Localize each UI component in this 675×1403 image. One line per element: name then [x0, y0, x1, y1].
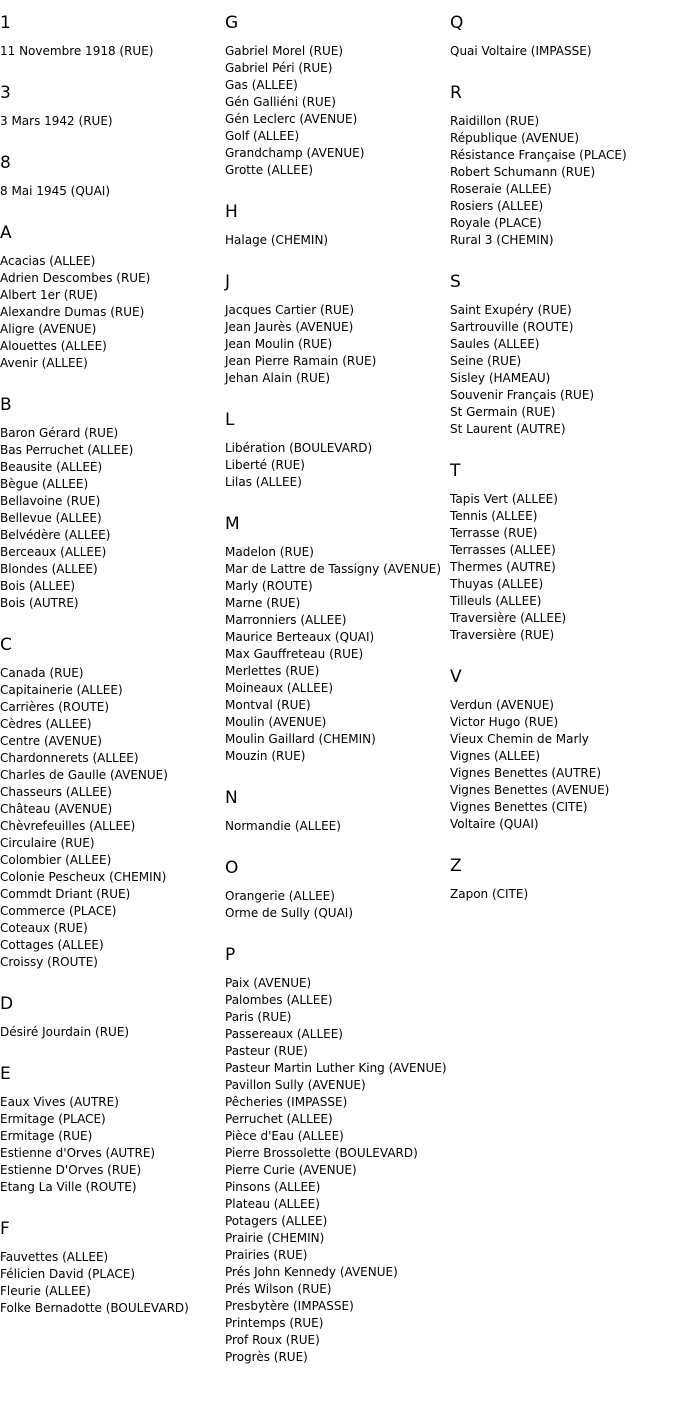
street-link[interactable]: Bois (AUTRE) — [0, 596, 79, 610]
street-link[interactable]: Pinsons (ALLEE) — [225, 1180, 321, 1194]
street-link[interactable]: Coteaux (RUE) — [0, 921, 88, 935]
street-link[interactable]: Fleurie (ALLEE) — [0, 1284, 91, 1298]
street-link[interactable]: Cottages (ALLEE) — [0, 938, 104, 952]
section-letter-heading: 3 — [0, 83, 11, 103]
letter-section — [450, 12, 675, 60]
section-letter-heading: F — [0, 1219, 10, 1239]
street-link[interactable]: Eaux Vives (AUTRE) — [0, 1095, 119, 1109]
street-link[interactable]: Estienne D'Orves (RUE) — [0, 1163, 142, 1177]
street-link[interactable]: Mar de Lattre de Tassigny (AVENUE) — [225, 562, 442, 576]
street-link[interactable]: 3 Mars 1942 (RUE) — [0, 114, 113, 128]
letter-section — [0, 222, 225, 372]
street-link[interactable]: Prairies (RUE) — [225, 1248, 308, 1262]
street-link[interactable]: Souvenir Français (RUE) — [450, 388, 595, 402]
street-link[interactable]: Marne (RUE) — [225, 596, 301, 610]
street-link[interactable]: Plateau (ALLEE) — [225, 1197, 320, 1211]
street-link[interactable]: Pasteur Martin Luther King (AVENUE) — [225, 1061, 447, 1075]
street-link[interactable]: Bellevue (ALLEE) — [0, 511, 102, 525]
street-link[interactable]: Perruchet (ALLEE) — [225, 1112, 333, 1126]
street-link[interactable]: Zapon (CITE) — [450, 887, 529, 901]
street-link[interactable]: Pasteur (RUE) — [225, 1044, 308, 1058]
street-list — [225, 440, 450, 491]
street-link[interactable]: Paris (RUE) — [225, 1010, 292, 1024]
street-link[interactable]: Progrès (RUE) — [225, 1350, 308, 1364]
letter-section — [225, 409, 450, 491]
letter-section — [0, 634, 225, 971]
street-link[interactable]: Gabriel Morel (RUE) — [225, 44, 344, 58]
section-letter-heading: E — [0, 1064, 11, 1084]
street-link[interactable]: Merlettes (RUE) — [225, 664, 320, 678]
section-letter-heading: P — [225, 945, 236, 965]
street-link[interactable]: Etang La Ville (ROUTE) — [0, 1180, 137, 1194]
street-list — [450, 302, 675, 438]
street-list — [225, 232, 450, 249]
street-link[interactable]: Colonie Pescheux (CHEMIN) — [0, 870, 167, 884]
street-list — [0, 113, 225, 130]
street-link[interactable]: Tennis (ALLEE) — [450, 509, 538, 523]
street-link[interactable]: Raidillon (RUE) — [450, 114, 540, 128]
letter-section — [225, 201, 450, 249]
street-link[interactable]: Prairie (CHEMIN) — [225, 1231, 325, 1245]
street-link[interactable]: Belvédère (ALLEE) — [0, 528, 111, 542]
section-letter-heading: Q — [450, 13, 464, 33]
letter-section — [450, 460, 675, 644]
section-letter-heading: S — [450, 272, 461, 292]
street-link[interactable]: Royale (PLACE) — [450, 216, 542, 230]
street-list — [225, 888, 450, 922]
street-link[interactable]: Bas Perruchet (ALLEE) — [0, 443, 134, 457]
street-link[interactable]: Commdt Driant (RUE) — [0, 887, 131, 901]
letter-section — [0, 1063, 225, 1196]
street-link[interactable]: Berceaux (ALLEE) — [0, 545, 107, 559]
street-list — [450, 43, 675, 60]
street-link[interactable]: Rural 3 (CHEMIN) — [450, 233, 554, 247]
street-link[interactable]: Chèvrefeuilles (ALLEE) — [0, 819, 136, 833]
street-link[interactable]: St Germain (RUE) — [450, 405, 556, 419]
street-link[interactable]: Albert 1er (RUE) — [0, 288, 98, 302]
street-link[interactable]: Robert Schumann (RUE) — [450, 165, 596, 179]
street-link[interactable]: Tapis Vert (ALLEE) — [450, 492, 558, 506]
street-link[interactable]: Traversière (RUE) — [450, 628, 555, 642]
street-link[interactable]: Normandie (ALLEE) — [225, 819, 341, 833]
street-link[interactable]: Jehan Alain (RUE) — [225, 371, 331, 385]
street-list — [225, 975, 450, 1366]
section-letter-heading: C — [0, 635, 12, 655]
street-link[interactable]: Vignes Benettes (AUTRE) — [450, 766, 602, 780]
street-link[interactable]: Libération (BOULEVARD) — [225, 441, 373, 455]
section-letter-heading: H — [225, 202, 238, 222]
street-link[interactable]: Madelon (RUE) — [225, 545, 314, 559]
index-column-2 — [225, 0, 450, 1366]
street-link[interactable]: Prof Roux (RUE) — [225, 1333, 320, 1347]
street-link[interactable]: Jacques Cartier (RUE) — [225, 303, 355, 317]
letter-section — [0, 1218, 225, 1317]
section-letter-heading: O — [225, 858, 239, 878]
street-link[interactable]: 8 Mai 1945 (QUAI) — [0, 184, 110, 198]
letter-section — [225, 857, 450, 922]
street-link[interactable]: Prés Wilson (RUE) — [225, 1282, 332, 1296]
street-link[interactable]: Presbytère (IMPASSE) — [225, 1299, 354, 1313]
street-list — [0, 183, 225, 200]
street-link[interactable]: Gabriel Péri (RUE) — [225, 61, 333, 75]
street-link[interactable]: Maurice Berteaux (QUAI) — [225, 630, 375, 644]
street-list — [450, 886, 675, 903]
street-link[interactable]: Carrières (ROUTE) — [0, 700, 110, 714]
street-link[interactable]: Rosiers (ALLEE) — [450, 199, 544, 213]
section-letter-heading: R — [450, 83, 462, 103]
street-list — [225, 818, 450, 835]
letter-section — [225, 513, 450, 765]
street-link[interactable]: Capitainerie (ALLEE) — [0, 683, 123, 697]
street-list — [0, 665, 225, 971]
street-link[interactable]: Grandchamp (AVENUE) — [225, 146, 365, 160]
street-link[interactable]: Beausite (ALLEE) — [0, 460, 103, 474]
street-link[interactable]: Mouzin (RUE) — [225, 749, 306, 763]
street-link[interactable]: Félicien David (PLACE) — [0, 1267, 136, 1281]
street-list — [225, 43, 450, 179]
section-letter-heading: N — [225, 788, 238, 808]
letter-section — [225, 271, 450, 387]
section-letter-heading: V — [450, 667, 462, 687]
street-link[interactable]: Folke Bernadotte (BOULEVARD) — [0, 1301, 189, 1315]
street-link[interactable]: Saules (ALLEE) — [450, 337, 540, 351]
letter-section — [225, 944, 450, 1366]
section-letter-heading: B — [0, 395, 12, 415]
street-link[interactable]: Vignes (ALLEE) — [450, 749, 541, 763]
street-link[interactable]: Gas (ALLEE) — [225, 78, 298, 92]
letter-section — [225, 12, 450, 179]
street-link[interactable]: Roseraie (ALLEE) — [450, 182, 552, 196]
section-letter-heading: 8 — [0, 153, 11, 173]
street-link[interactable]: Saint Exupéry (RUE) — [450, 303, 572, 317]
street-link[interactable]: Marly (ROUTE) — [225, 579, 313, 593]
street-link[interactable]: Liberté (RUE) — [225, 458, 305, 472]
street-link[interactable]: Victor Hugo (RUE) — [450, 715, 559, 729]
street-link[interactable]: Verdun (AVENUE) — [450, 698, 554, 712]
street-list — [0, 43, 225, 60]
street-link[interactable]: Passereaux (ALLEE) — [225, 1027, 343, 1041]
street-link[interactable]: Bègue (ALLEE) — [0, 477, 89, 491]
street-link[interactable]: Blondes (ALLEE) — [0, 562, 98, 576]
street-list — [225, 302, 450, 387]
street-list — [450, 491, 675, 644]
street-link[interactable]: Marronniers (ALLEE) — [225, 613, 347, 627]
street-link[interactable]: Pierre Brossolette (BOULEVARD) — [225, 1146, 418, 1160]
street-link[interactable]: Estienne d'Orves (AUTRE) — [0, 1146, 156, 1160]
street-link[interactable]: République (AVENUE) — [450, 131, 580, 145]
street-link[interactable]: Ermitage (PLACE) — [0, 1112, 106, 1126]
street-link[interactable]: Alexandre Dumas (RUE) — [0, 305, 145, 319]
street-list — [0, 1249, 225, 1317]
street-list — [450, 697, 675, 833]
street-link[interactable]: Golf (ALLEE) — [225, 129, 300, 143]
street-list — [0, 425, 225, 612]
street-link[interactable]: Jean Jaurès (AVENUE) — [225, 320, 354, 334]
street-list — [0, 1094, 225, 1196]
street-link[interactable]: Terrasse (RUE) — [450, 526, 538, 540]
street-link[interactable]: Avenir (ALLEE) — [0, 356, 88, 370]
letter-section — [0, 82, 225, 130]
letter-section — [450, 82, 675, 249]
section-letter-heading: M — [225, 514, 240, 534]
street-link[interactable]: Vieux Chemin de Marly — [450, 732, 589, 746]
street-link[interactable]: Charles de Gaulle (AVENUE) — [0, 768, 168, 782]
street-link[interactable]: Grotte (ALLEE) — [225, 163, 314, 177]
street-link[interactable]: Halage (CHEMIN) — [225, 233, 329, 247]
street-link[interactable]: Colombier (ALLEE) — [0, 853, 112, 867]
street-link[interactable]: Centre (AVENUE) — [0, 734, 102, 748]
street-link[interactable]: Chasseurs (ALLEE) — [0, 785, 112, 799]
letter-section — [0, 993, 225, 1041]
street-link[interactable]: Lilas (ALLEE) — [225, 475, 302, 489]
street-link[interactable]: Quai Voltaire (IMPASSE) — [450, 44, 592, 58]
street-link[interactable]: Circulaire (RUE) — [0, 836, 95, 850]
street-link[interactable]: St Laurent (AUTRE) — [450, 422, 566, 436]
street-link[interactable]: Moulin (AVENUE) — [225, 715, 327, 729]
street-link[interactable]: Gén Galliéni (RUE) — [225, 95, 336, 109]
letter-section — [450, 271, 675, 438]
street-link[interactable]: Terrasses (ALLEE) — [450, 543, 556, 557]
section-letter-heading: G — [225, 13, 239, 33]
street-link[interactable]: Voltaire (QUAI) — [450, 817, 539, 831]
section-letter-heading: 1 — [0, 13, 11, 33]
street-link[interactable]: Pêcheries (IMPASSE) — [225, 1095, 348, 1109]
street-link[interactable]: Traversière (ALLEE) — [450, 611, 567, 625]
street-list — [0, 253, 225, 372]
section-letter-heading: J — [225, 272, 231, 292]
street-link[interactable]: Pièce d'Eau (ALLEE) — [225, 1129, 344, 1143]
street-link[interactable]: Cèdres (ALLEE) — [0, 717, 92, 731]
index-column-3 — [450, 0, 675, 903]
street-link[interactable]: Printemps (RUE) — [225, 1316, 324, 1330]
street-link[interactable]: Bellavoine (RUE) — [0, 494, 101, 508]
street-link[interactable]: Pierre Curie (AVENUE) — [225, 1163, 357, 1177]
street-link[interactable]: Max Gauffreteau (RUE) — [225, 647, 364, 661]
street-link[interactable]: Orangerie (ALLEE) — [225, 889, 335, 903]
street-link[interactable]: Jean Pierre Ramain (RUE) — [225, 354, 377, 368]
street-link[interactable]: Sartrouville (ROUTE) — [450, 320, 574, 334]
street-link[interactable]: 11 Novembre 1918 (RUE) — [0, 44, 154, 58]
street-link[interactable]: Pavillon Sully (AVENUE) — [225, 1078, 366, 1092]
street-link[interactable]: Gén Leclerc (AVENUE) — [225, 112, 358, 126]
street-list — [225, 544, 450, 765]
street-link[interactable]: Jean Moulin (RUE) — [225, 337, 333, 351]
letter-section — [0, 394, 225, 612]
section-letter-heading: A — [0, 223, 12, 243]
street-link[interactable]: Seine (RUE) — [450, 354, 522, 368]
section-letter-heading: T — [450, 461, 461, 481]
street-link[interactable]: Tilleuls (ALLEE) — [450, 594, 542, 608]
section-letter-heading: D — [0, 994, 14, 1014]
letter-section — [450, 666, 675, 833]
street-link[interactable]: Prés John Kennedy (AVENUE) — [225, 1265, 398, 1279]
street-link[interactable]: Château (AVENUE) — [0, 802, 113, 816]
street-link[interactable]: Désiré Jourdain (RUE) — [0, 1025, 130, 1039]
index-column-1 — [0, 0, 225, 1317]
street-link[interactable]: Palombes (ALLEE) — [225, 993, 333, 1007]
street-link[interactable]: Moulin Gaillard (CHEMIN) — [225, 732, 376, 746]
street-link[interactable]: Vignes Benettes (CITE) — [450, 800, 588, 814]
section-letter-heading: L — [225, 410, 235, 430]
street-link[interactable]: Acacias (ALLEE) — [0, 254, 96, 268]
street-link[interactable]: Potagers (ALLEE) — [225, 1214, 328, 1228]
letter-section — [0, 152, 225, 200]
street-link[interactable]: Aligre (AVENUE) — [0, 322, 97, 336]
street-link[interactable]: Paix (AVENUE) — [225, 976, 312, 990]
street-link[interactable]: Canada (RUE) — [0, 666, 84, 680]
street-link[interactable]: Fauvettes (ALLEE) — [0, 1250, 109, 1264]
letter-section — [450, 855, 675, 903]
street-link[interactable]: Chardonnerets (ALLEE) — [0, 751, 139, 765]
street-link[interactable]: Moineaux (ALLEE) — [225, 681, 333, 695]
section-letter-heading: Z — [450, 856, 462, 876]
letter-section — [225, 787, 450, 835]
street-link[interactable]: Alouettes (ALLEE) — [0, 339, 107, 353]
street-link[interactable]: Montval (RUE) — [225, 698, 311, 712]
street-link[interactable]: Croissy (ROUTE) — [0, 955, 98, 969]
street-link[interactable]: Thuyas (ALLEE) — [450, 577, 544, 591]
street-link[interactable]: Commerce (PLACE) — [0, 904, 117, 918]
street-link[interactable]: Adrien Descombes (RUE) — [0, 271, 151, 285]
street-list — [450, 113, 675, 249]
street-link[interactable]: Sisley (HAMEAU) — [450, 371, 551, 385]
letter-section — [0, 12, 225, 60]
street-link[interactable]: Bois (ALLEE) — [0, 579, 76, 593]
street-link[interactable]: Baron Gérard (RUE) — [0, 426, 119, 440]
street-link[interactable]: Résistance Française (PLACE) — [450, 148, 627, 162]
street-link[interactable]: Thermes (AUTRE) — [450, 560, 556, 574]
street-link[interactable]: Orme de Sully (QUAI) — [225, 906, 354, 920]
street-link[interactable]: Vignes Benettes (AVENUE) — [450, 783, 610, 797]
street-link[interactable]: Ermitage (RUE) — [0, 1129, 93, 1143]
street-list — [0, 1024, 225, 1041]
